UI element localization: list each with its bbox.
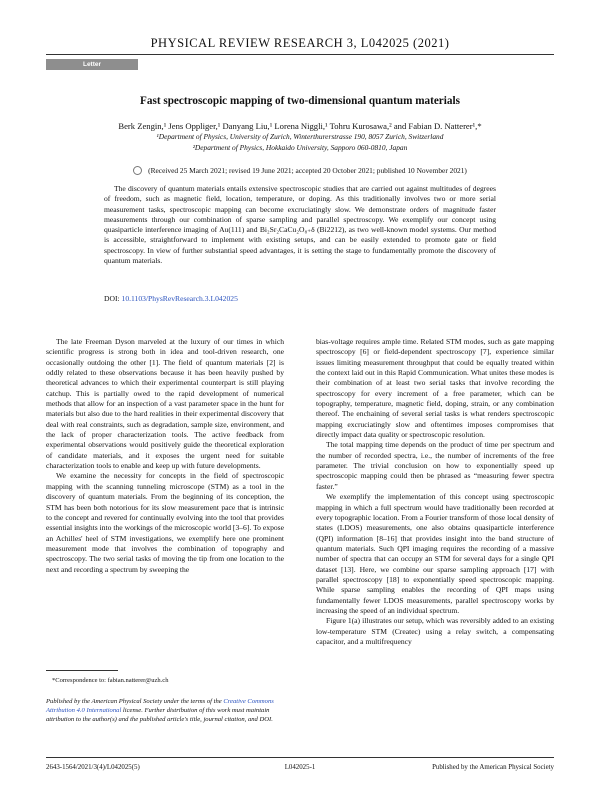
abstract: The discovery of quantum materials entails extensive spectroscopic studies that are carried out against multitudes of degrees of freedom, such as magnetic field, location, temperature, or doping. As this traditionally involves two or more serial measurement tasks, spectroscopic mapping can become excruciatingly slow. We demonstrate orders of magnitude faster measurements through our combination of sparse sampling and parallel spectroscopy. We exemplify our concept using quasiparticle interference imaging of Au(111) and Bi₂Sr₂CaCu₂O₈₊δ (Bi2212), as two well-known model systems. Our method is accessible, straightforward to implement with existing setups, and can be easily extended to promote gate or field spectroscopy. In view of further substantial speed advantages, it is setting the stage to fundamentally promote the discovery of quantum materials. [104, 184, 496, 266]
paragraph: bias-voltage requires ample time. Related STM modes, such as gate mapping spectroscopy [6] or field-dependent spectroscopy [7], experience similar issues limiting measurement throughput that could be equally treated within the context laid out in this Rapid Communication. What unites these modes is their combination of at least two serial tasks that involve recording the spectroscopy for every increment of a free parameter, which can be topography, temperature, magnetic field, doping, strain, or any combination thereof. The enchaining of several serial tasks is what renders spectroscopic mapping excruciatingly slow and oftentimes imposes compromises that directly impact data quality or spectroscopic resolution. [316, 337, 554, 440]
check-for-updates-icon[interactable] [133, 166, 142, 175]
dates-text: (Received 25 March 2021; revised 19 June 2021; accepted 20 October 2021; published 10 November 2021) [148, 166, 467, 175]
author-list [0, 121, 600, 131]
doi-line [104, 294, 238, 303]
dates-line [0, 166, 600, 175]
footer-issn: 2643-1564/2021/3(4)/L042025(5) [46, 764, 140, 771]
footer-page-number: L042025-1 [284, 764, 316, 771]
license-link[interactable]: Creative Commons Attribution 4.0 International [46, 698, 274, 715]
correspondence-footnote: *Correspondence to: fabian.natterer@uzh.ch [52, 677, 169, 684]
header-rule [46, 54, 554, 55]
left-column [46, 337, 284, 575]
article-title: Fast spectroscopic mapping of two-dimensional quantum materials [140, 95, 460, 107]
paragraph: We exemplify the implementation of this concept using spectroscopic mapping in which a full spectrum would have traditionally been recorded at every topographic location. From a Fourier transform of those local density of states (LDOS) measurements, one also obtains quasiparticle interference (QPI) information [8–16] that provides insight into the band structure of quantum materials. Such QPI imaging requires the recording of a massive number of spectra that can occupy an STM for several days for a single QPI dataset [13]. Here, we combine our sparse sampling approach [17] with parallel spectroscopy [18] to exponentially speed spectroscopic mapping. While sparse sampling enables the recording of QPI maps using fundamentally fewer LDOS measurements, parallel spectroscopy works by increasing the speed of an individual spectrum. [316, 492, 554, 615]
authors-text: Berk Zengin,¹ Jens Oppliger,¹ Danyang Liu,¹ Lorena Niggli,¹ Tohru Kurosawa,² and Fabian D. Natterer¹,* [118, 121, 482, 131]
doi-label: DOI: [104, 294, 120, 303]
affiliation-1: ¹Department of Physics, University of Zurich, Winterthurerstrasse 190, 8057 Zurich, Switzerland [156, 132, 444, 141]
paragraph: The total mapping time depends on the product of time per spectrum and the number of recorded spectra, i.e., the number of increments of the free parameter. The trivial conclusion on how to exponentially speed up spectroscopic mapping could then be phrased as “measuring fewer spectra faster.” [316, 440, 554, 491]
paragraph: Figure 1(a) illustrates our setup, which was reversibly added to an existing low-temperature STM (Createc) using a relay switch, a compensating capacitor, and a multifrequency [316, 616, 554, 646]
journal-header: PHYSICAL REVIEW RESEARCH 3, L042025 (2021) [150, 36, 450, 50]
footer-publisher: Published by the American Physical Society [432, 764, 554, 771]
license-note [46, 697, 286, 724]
doi-link[interactable]: 10.1103/PhysRevResearch.3.L042025 [121, 294, 238, 303]
affiliation-2: ²Department of Physics, Hokkaido University, Sapporo 060-0810, Japan [192, 143, 408, 152]
section-badge: Letter [46, 59, 138, 70]
license-pre: Published by the American Physical Society under the terms of the [46, 698, 224, 705]
license-post: license. Further distribution of this work must maintain attribution to the author(s) and the published article's title, journal citation, and DOI. [46, 707, 273, 724]
footnote-rule [46, 670, 118, 671]
footer-rule [46, 757, 554, 758]
paragraph: We examine the necessity for concepts in the field of spectroscopic mapping with the scanning tunneling microscope (STM) as a tool in the discovery of quantum materials. From the beginning of its conception, the STM has been both notorious for its slow measurement pace that is intrinsic to the concept and revered for continually evolving into the tool that provides essential insights into the workings of the microscopic world [3–6]. To expose an Achilles' heel of STM investigations, we exemplify here one prominent measurement mode that involves the combination of topography and spectroscopy. The two serial tasks of moving the tip from one location to the next and recording a spectrum by sweeping the [46, 471, 284, 574]
paragraph: The late Freeman Dyson marveled at the luxury of our times in which scientific progress is strong both in idea and tool-driven research, one occasionally outdoing the other [1]. The field of quantum materials [2] is oddly related to these observations because it has been heavily pushed by theoretical advances to which their experimental counterpart is still playing catchup. This is partially owed to the rapid development of numerical methods that allow for an inspection of a vast parameter space in the hunt for materials but also due to the hard realities in their experimental discovery that deal with real constraints, such as degradation, sample size, environment, and the lack of proper characterization tools. The active feedback from experimental observations would positively guide the theoretical exploration of candidate materials, and it exposes the urgent need for suitable characterization tools to enable and keep up with future developments. [46, 337, 284, 471]
right-column [316, 337, 554, 647]
